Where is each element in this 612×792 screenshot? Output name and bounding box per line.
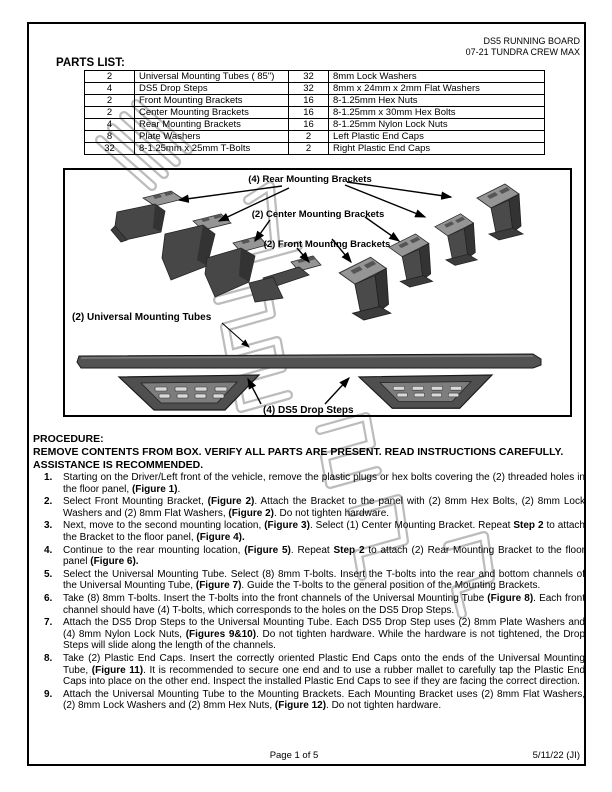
front-bracket-right xyxy=(339,257,391,320)
rear-bracket-right-2 xyxy=(477,184,523,240)
part-cell: 8-1.25mm x 25mm T-Bolts xyxy=(135,143,289,155)
label-universal-mounting-tubes: (2) Universal Mounting Tubes xyxy=(72,312,212,323)
label-center-mounting-brackets: (2) Center Mounting Brackets xyxy=(251,209,385,220)
qty-cell: 32 xyxy=(85,143,135,155)
rear-bracket-right-1 xyxy=(435,214,477,266)
step-item: 1. Starting on the Driver/Left front of the vehicle, remove the plastic plugs or hex bolts covering the (2) threaded holes in the floor panel, (Figure 1). xyxy=(44,472,585,495)
footer-date: 5/11/22 (JI) xyxy=(532,750,580,761)
label-rear-mounting-brackets: (4) Rear Mounting Brackets xyxy=(248,174,372,185)
qty-cell: 32 xyxy=(289,71,329,83)
part-cell: Right Plastic End Caps xyxy=(329,143,545,155)
part-cell: DS5 Drop Steps xyxy=(135,83,289,95)
part-cell: 8-1.25mm x 30mm Hex Bolts xyxy=(329,107,545,119)
qty-cell: 2 xyxy=(85,71,135,83)
table-row xyxy=(85,71,545,83)
parts-list-title: PARTS LIST: xyxy=(56,57,125,69)
table-row xyxy=(85,143,545,155)
qty-cell: 32 xyxy=(289,83,329,95)
step-item: 6. Take (8) 8mm T-bolts. Insert the T-bolts into the front channels of the Universal Mounting Tube (Figure 8). Each front channel should have (4) T-bolts, which corresponds to the holes on the DS5 Drop Steps. xyxy=(44,592,586,616)
step-item: 9. Attach the Universal Mounting Tube to the Mounting Brackets. Each Mounting Bracket uses (2) 8mm Flat Washers, (2) 8mm Lock Washers and (2) 8mm Hex Nuts, (Figure 12). Do not tighten hardware. xyxy=(44,688,585,712)
ds5-drop-step-left xyxy=(119,375,259,410)
header-title: DS5 RUNNING BOARD xyxy=(483,36,580,46)
qty-cell: 16 xyxy=(289,107,329,119)
part-cell: 8mm x 24mm x 2mm Flat Washers xyxy=(329,83,545,95)
part-cell: 8mm Lock Washers xyxy=(329,71,545,83)
qty-cell: 2 xyxy=(289,143,329,155)
label-ds5-drop-steps: (4) DS5 Drop Steps xyxy=(263,405,354,415)
qty-cell: 8 xyxy=(85,131,135,143)
parts-diagram xyxy=(63,168,572,417)
front-bracket-left xyxy=(249,256,321,302)
procedure-steps xyxy=(33,472,585,712)
step-item: 2. Select Front Mounting Bracket, (Figure 2). Attach the Bracket to the panel with (2) 8mm Hex Bolts, (2) 8mm Lock Washers and (2) 8mm Flat Washers, (Figure 2). Do not tighten hardware. xyxy=(44,496,585,519)
step-item: 8. Take (2) Plastic End Caps. Insert the correctly oriented Plastic End Caps onto the ends of the Universal Mounting Tube, (Figure 11). It is recommended to secure one end and to use a rubber mallet to carefully tap the Plastic End Caps into place on the other end. Inspect the installed Plastic End Caps to see if they are facing the correct direction. xyxy=(44,652,586,688)
parts-table xyxy=(84,70,545,155)
table-row xyxy=(85,131,545,143)
qty-cell: 4 xyxy=(85,83,135,95)
part-cell: 8-1.25mm Hex Nuts xyxy=(329,95,545,107)
part-cell: Plate Washers xyxy=(135,131,289,143)
qty-cell: 16 xyxy=(289,119,329,131)
ds5-drop-step-right xyxy=(359,375,492,408)
qty-cell: 2 xyxy=(289,131,329,143)
table-row xyxy=(85,119,545,131)
part-cell: 8-1.25mm Nylon Lock Nuts xyxy=(329,119,545,131)
procedure-section xyxy=(33,433,585,713)
procedure-intro: REMOVE CONTENTS FROM BOX. VERIFY ALL PARTS ARE PRESENT. READ INSTRUCTIONS CAREFULLY. ASSISTANCE IS RECOMMENDED. xyxy=(33,446,564,471)
parts-diagram-art xyxy=(65,170,570,415)
part-cell: Rear Mounting Brackets xyxy=(135,119,289,131)
step-item: 3. Next, move to the second mounting location, (Figure 3). Select (1) Center Mounting Bracket. Repeat Step 2 to attach the Bracket to the floor panel, (Figure 4). xyxy=(44,520,585,543)
part-cell: Front Mounting Brackets xyxy=(135,95,289,107)
step-item: 5. Select the Universal Mounting Tube. Select (8) 8mm T-bolts. Insert the T-bolts into the rear and bottom channels of the Universal Mounting Tube, (Figure 7). Guide the T-bolts to the general position of the Mounting Brackets. xyxy=(44,568,585,592)
label-front-mounting-brackets: (2) Front Mounting Brackets xyxy=(263,239,391,250)
center-bracket-right xyxy=(389,234,433,287)
header-subtitle: 07-21 TUNDRA CREW MAX xyxy=(465,47,580,57)
universal-mounting-tube xyxy=(77,354,541,368)
table-row xyxy=(85,107,545,119)
table-row xyxy=(85,83,545,95)
part-cell: Left Plastic End Caps xyxy=(329,131,545,143)
document-header xyxy=(466,36,580,58)
table-row xyxy=(85,95,545,107)
qty-cell: 2 xyxy=(85,95,135,107)
part-cell: Center Mounting Brackets xyxy=(135,107,289,119)
step-item: 7. Attach the DS5 Drop Steps to the Universal Mounting Tube. Each DS5 Drop Step uses (2) 8mm Plate Washers and (4) 8mm Nylon Lock Nuts, (Figures 9&10). Do not tighten hardware. While the hardware is not tightened, the Drop Steps will slide along the length of the channels. xyxy=(44,617,586,652)
part-cell: Universal Mounting Tubes ( 85") xyxy=(135,71,289,83)
qty-cell: 4 xyxy=(85,119,135,131)
footer-page-number: Page 1 of 5 xyxy=(269,750,319,761)
step-item: 4. Continue to the rear mounting location, (Figure 5). Repeat Step 2 to attach (2) Rear Mounting Bracket to the floor panel (Figure 6). xyxy=(44,544,585,568)
qty-cell: 2 xyxy=(85,107,135,119)
procedure-title: PROCEDURE: xyxy=(33,433,104,445)
qty-cell: 16 xyxy=(289,95,329,107)
